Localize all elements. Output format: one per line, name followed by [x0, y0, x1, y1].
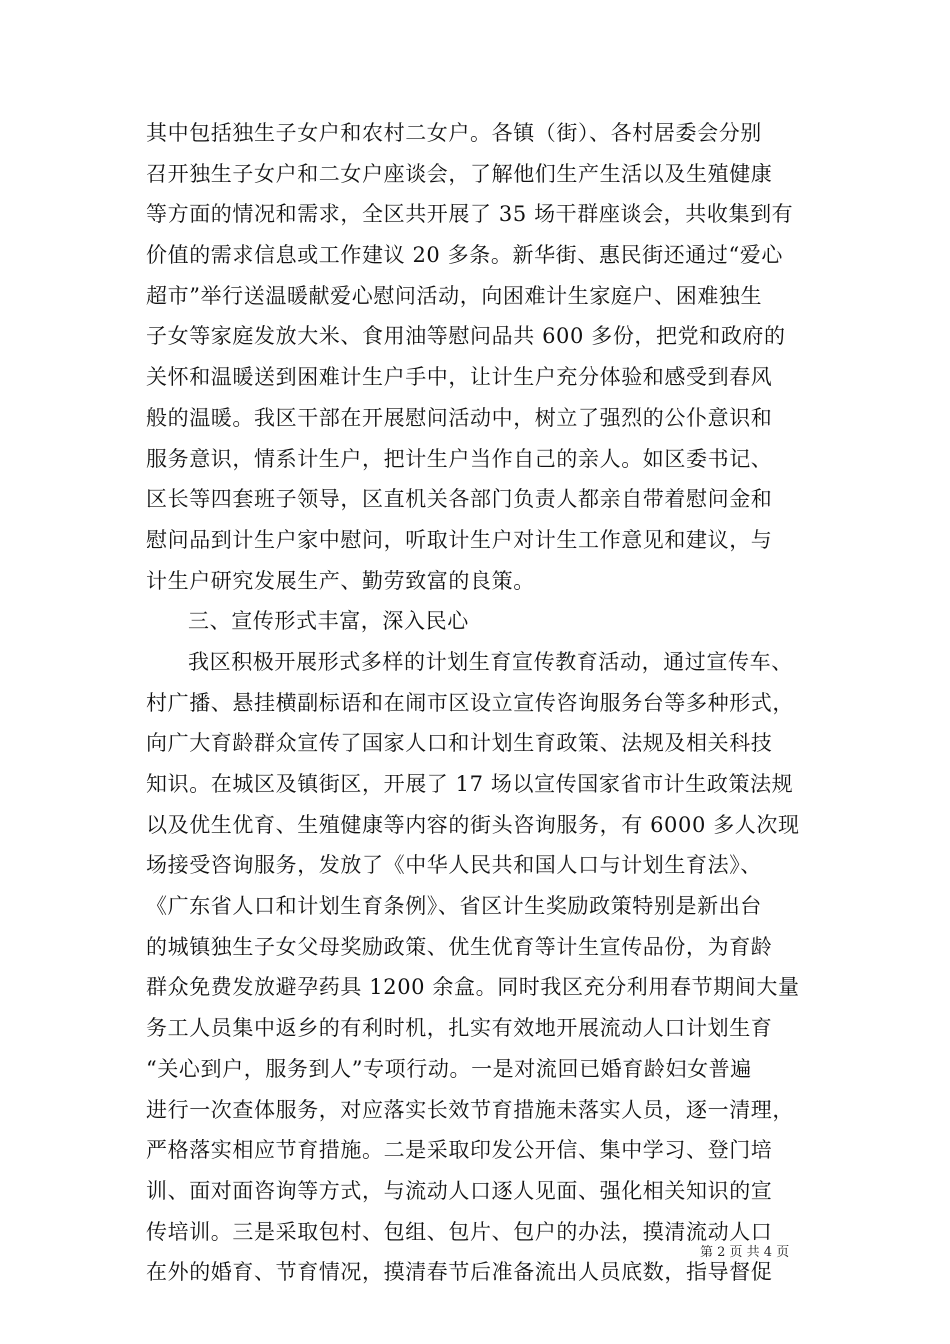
- text-line: 子女等家庭发放大米、食用油等慰问品共 600 多份，把党和政府的: [146, 324, 786, 349]
- text-line: 等方面的情况和需求，全区共开展了 35 场干群座谈会，共收集到有: [146, 202, 794, 227]
- text-line: 价值的需求信息或工作建议 20 多条。新华街、惠民街还通过“爱心: [146, 243, 784, 268]
- text-line: 知识。在城区及镇街区，开展了 17 场以宣传国家省市计生政策法规: [146, 772, 794, 796]
- text-line: 务工人员集中返乡的有利时机，扎实有效地开展流动人口计划生育: [146, 1016, 773, 1041]
- text-line: 召开独生子女户和二女户座谈会，了解他们生产生活以及生殖健康: [146, 161, 773, 186]
- text-line: 传培训。三是采取包村、包组、包片、包户的办法，摸清流动人口: [146, 1219, 773, 1244]
- text-line: 《广东省人口和计划生育条例》、省区计生奖励政策特别是新出台: [146, 894, 762, 919]
- text-line: 超市”举行送温暖献爱心慰问活动，向困难计生家庭户、困难独生: [146, 283, 763, 308]
- text-line: 计生户研究发展生产、勤劳致富的良策。: [146, 568, 535, 593]
- text-line: 群众免费发放避孕药具 1200 余盒。同时我区充分利用春节期间大量: [146, 975, 800, 1000]
- text-line: 关怀和温暖送到困难计生户手中，让计生户充分体验和感受到春风: [146, 365, 773, 390]
- text-line: 服务意识，情系计生户，把计生户当作自己的亲人。如区委书记、: [146, 446, 773, 471]
- document-body: [146, 113, 826, 1293]
- text-line: “关心到户，服务到人”专项行动。一是对流回已婚育龄妇女普遍: [146, 1056, 752, 1081]
- text-line: 向广大育龄群众宣传了国家人口和计划生育政策、法规及相关科技: [146, 731, 773, 756]
- text-line: 区长等四套班子领导，区直机关各部门负责人都亲自带着慰问金和: [146, 487, 773, 512]
- text-line: 严格落实相应节育措施。二是采取印发公开信、集中学习、登门培: [146, 1138, 773, 1163]
- section-heading: 三、宣传形式丰富，深入民心: [188, 609, 469, 634]
- page-number: 第 2 页 共 4 页: [700, 1245, 790, 1260]
- text-line: 场接受咨询服务，发放了《中华人民共和国人口与计划生育法》、: [146, 853, 762, 878]
- text-line: 其中包括独生子女户和农村二女户。各镇（街）、各村居委会分别: [146, 121, 762, 145]
- text-line: 我区积极开展形式多样的计划生育宣传教育活动，通过宣传车、: [188, 649, 793, 674]
- text-line: 进行一次查体服务，对应落实长效节育措施未落实人员，逐一清理，: [146, 1097, 794, 1122]
- text-line: 的城镇独生子女父母奖励政策、优生优育等计生宣传品份，为育龄: [146, 934, 773, 959]
- text-line: 般的温暖。我区干部在开展慰问活动中，树立了强烈的公仆意识和: [146, 405, 773, 430]
- text-line: 慰问品到计生户家中慰问，听取计生户对计生工作意见和建议，与: [146, 527, 773, 552]
- text-line: 训、面对面咨询等方式，与流动人口逐人见面、强化相关知识的宣: [146, 1178, 773, 1203]
- text-line: 以及优生优育、生殖健康等内容的街头咨询服务，有 6000 多人次现: [146, 812, 800, 837]
- text-line: 村广播、悬挂横副标语和在闹市区设立宣传咨询服务台等多种形式，: [146, 690, 794, 715]
- text-line: 在外的婚育、节育情况，摸清春节后准备流出人员底数，指导督促: [146, 1260, 773, 1285]
